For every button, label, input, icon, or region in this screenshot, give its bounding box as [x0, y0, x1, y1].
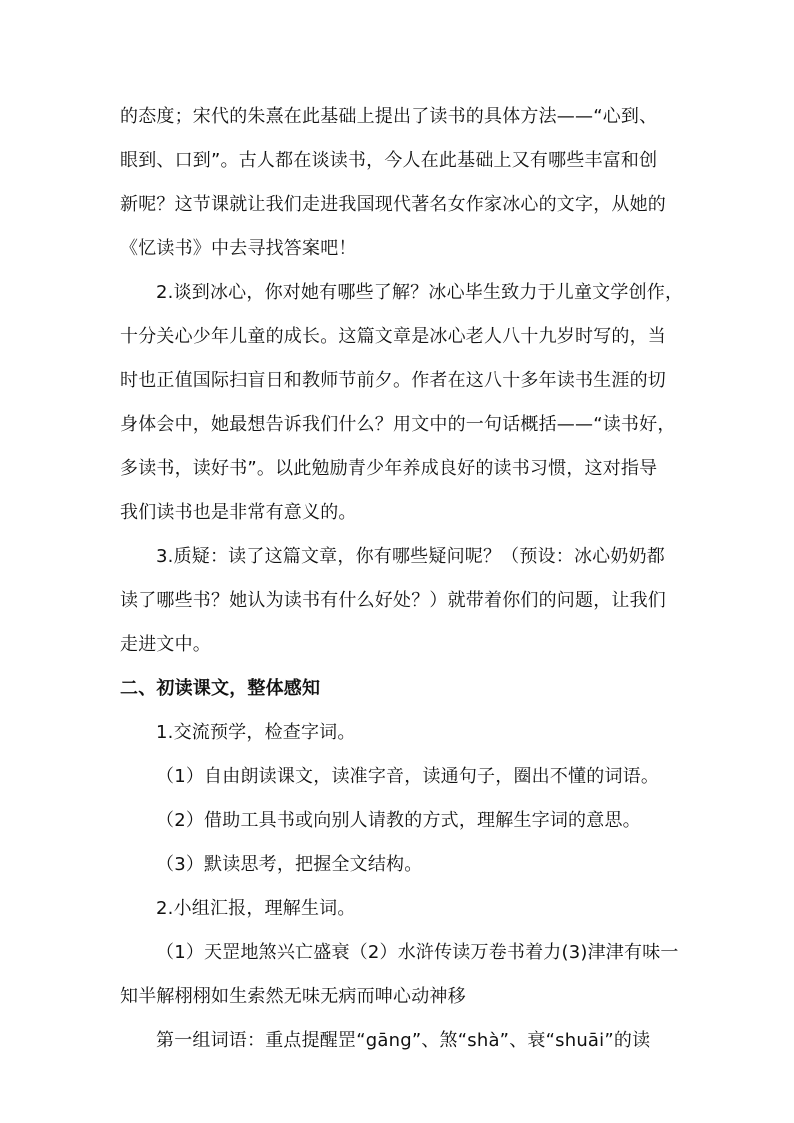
paragraph-line: 3.质疑：读了这篇文章，你有哪些疑问呢？（预设：冰心奶奶都 [156, 546, 665, 567]
paragraph-line: 新呢？这节课就让我们走进我国现代著名女作家冰心的文字，从她的 [120, 194, 666, 215]
paragraph-line: 《忆读书》中去寻找答案吧！ [120, 238, 357, 259]
paragraph-line: 的态度；宋代的朱熹在此基础上提出了读书的具体方法——“心到、 [120, 106, 658, 127]
list-item: （3）默读思考，把握全文结构。 [156, 854, 423, 875]
paragraph-line: 眼到、口到”。古人都在谈读书，今人在此基础上又有哪些丰富和创 [120, 150, 658, 171]
paragraph-line: 读了哪些书？她认为读书有什么好处？）就带着你们的问题，让我们 [120, 590, 666, 611]
paragraph-line: 我们读书也是非常有意义的。 [120, 502, 357, 523]
list-item: 1.交流预学，检查字词。 [156, 722, 356, 743]
list-item: 2.小组汇报，理解生词。 [156, 898, 356, 919]
paragraph-line: 走进文中。 [120, 634, 211, 655]
paragraph-line: 身体会中，她最想告诉我们什么？用文中的一句话概括——“读书好， [120, 414, 676, 435]
list-item: （2）借助工具书或向别人请教的方式，理解生字词的意思。 [156, 810, 641, 831]
paragraph-line: 十分关心少年儿童的成长。这篇文章是冰心老人八十九岁时写的，当 [120, 326, 666, 347]
vocab-line: （1）天罡地煞兴亡盛衰（2）水浒传读万卷书着力(3)津津有味一 [156, 942, 679, 963]
list-item: （1）自由朗读课文，读准字音，读通句子，圈出不懂的词语。 [156, 766, 660, 787]
paragraph-line: 时也正值国际扫盲日和教师节前夕。作者在这八十多年读书生涯的切 [120, 370, 666, 391]
paragraph-line: 2.谈到冰心，你对她有哪些了解？冰心毕生致力于儿童文学创作， [156, 282, 684, 303]
paragraph-line: 第一组词语：重点提醒罡“gāng”、煞“shà”、衰“shuāi”的读 [156, 1030, 651, 1051]
vocab-line: 知半解栩栩如生索然无味无病而呻心动神移 [120, 986, 466, 1007]
section-heading: 二、初读课文，整体感知 [120, 678, 321, 699]
paragraph-line: 多读书，读好书”。以此勉励青少年养成良好的读书习惯，这对指导 [120, 458, 658, 479]
